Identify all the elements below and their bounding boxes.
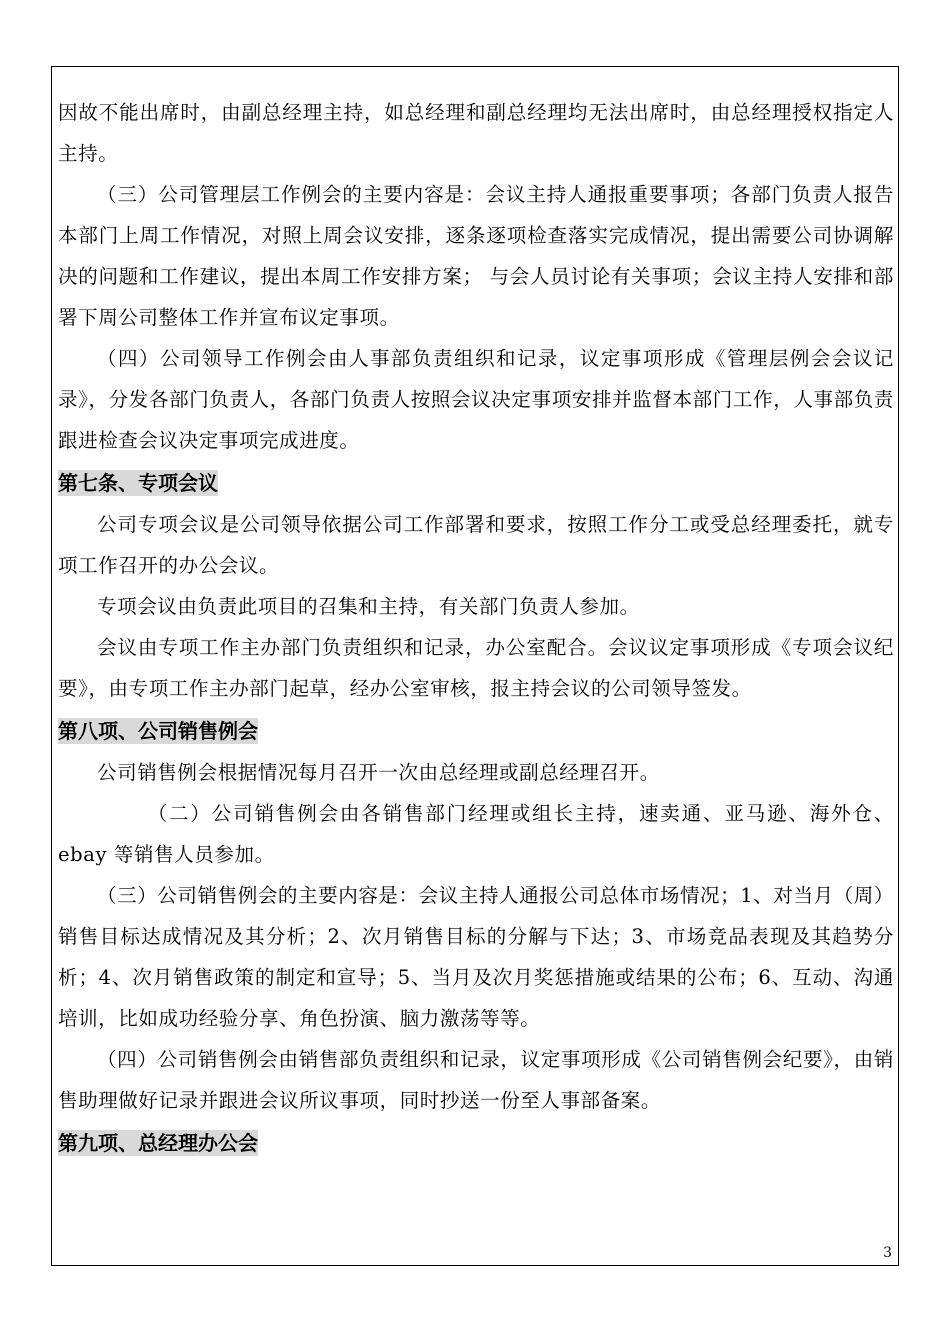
section7-paragraph: 会议由专项工作主办部门负责组织和记录，办公室配合。会议议定事项形成《专项会议纪要》，由专项工作主办部门起草，经办公室审核，报主持会议的公司领导签发。 xyxy=(58,636,894,700)
paragraph-continued: 因故不能出席时，由副总经理主持，如总经理和副总经理均无法出席时，由总经理授权指定人主持。 xyxy=(58,101,894,165)
paragraph-meeting-record: （四）公司领导工作例会由人事部负责组织和记录，议定事项形成《管理层例会会议记录》，分发各部门负责人，各部门负责人按照会议决定事项安排并监督本部门工作，人事部负责跟进检查会议决定事项完成进度。 xyxy=(58,347,894,452)
section7-paragraph: 专项会议由负责此项目的召集和主持，有关部门负责人参加。 xyxy=(97,595,640,618)
section-heading-8: 第八项、公司销售例会 xyxy=(58,719,258,743)
section8-paragraph: （四）公司销售例会由销售部负责组织和记录，议定事项形成《公司销售例会纪要》，由销售助理做好记录并跟进会议所议事项，同时抄送一份至人事部备案。 xyxy=(58,1048,894,1112)
section-heading-7: 第七条、专项会议 xyxy=(58,471,218,495)
document-body xyxy=(58,92,894,1164)
section7-paragraph: 公司专项会议是公司领导依据公司工作部署和要求，按照工作分工或受总经理委托，就专项工作召开的办公会议。 xyxy=(58,513,894,577)
section8-paragraph: （三）公司销售例会的主要内容是：会议主持人通报公司总体市场情况；1、对当月（周）销售目标达成情况及其分析；2、次月销售目标的分解与下达；3、市场竞品表现及其趋势分析；4、次月销售政策的制定和宣导；5、当月及次月奖惩措施或结果的公布；6、互动、沟通培训，比如成功经验分享、角色扮演、脑力激荡等等。 xyxy=(58,884,894,1030)
section8-paragraph: 公司销售例会根据情况每月召开一次由总经理或副总经理召开。 xyxy=(97,761,660,784)
section-heading-9: 第九项、总经理办公会 xyxy=(58,1131,258,1155)
paragraph-meeting-content: （三）公司管理层工作例会的主要内容是：会议主持人通报重要事项；各部门负责人报告本部门上周工作情况，对照上周会议安排，逐条逐项检查落实完成情况，提出需要公司协调解决的问题和工作建议，提出本周工作安排方案； 与会人员讨论有关事项；会议主持人安排和部署下周公司整体工作并宣布议定事项。 xyxy=(58,183,894,329)
section8-paragraph: （二）公司销售例会由各销售部门经理或组长主持，速卖通、亚马逊、海外仓、ebay 等销售人员参加。 xyxy=(58,802,894,866)
page-number: 3 xyxy=(883,1245,892,1261)
